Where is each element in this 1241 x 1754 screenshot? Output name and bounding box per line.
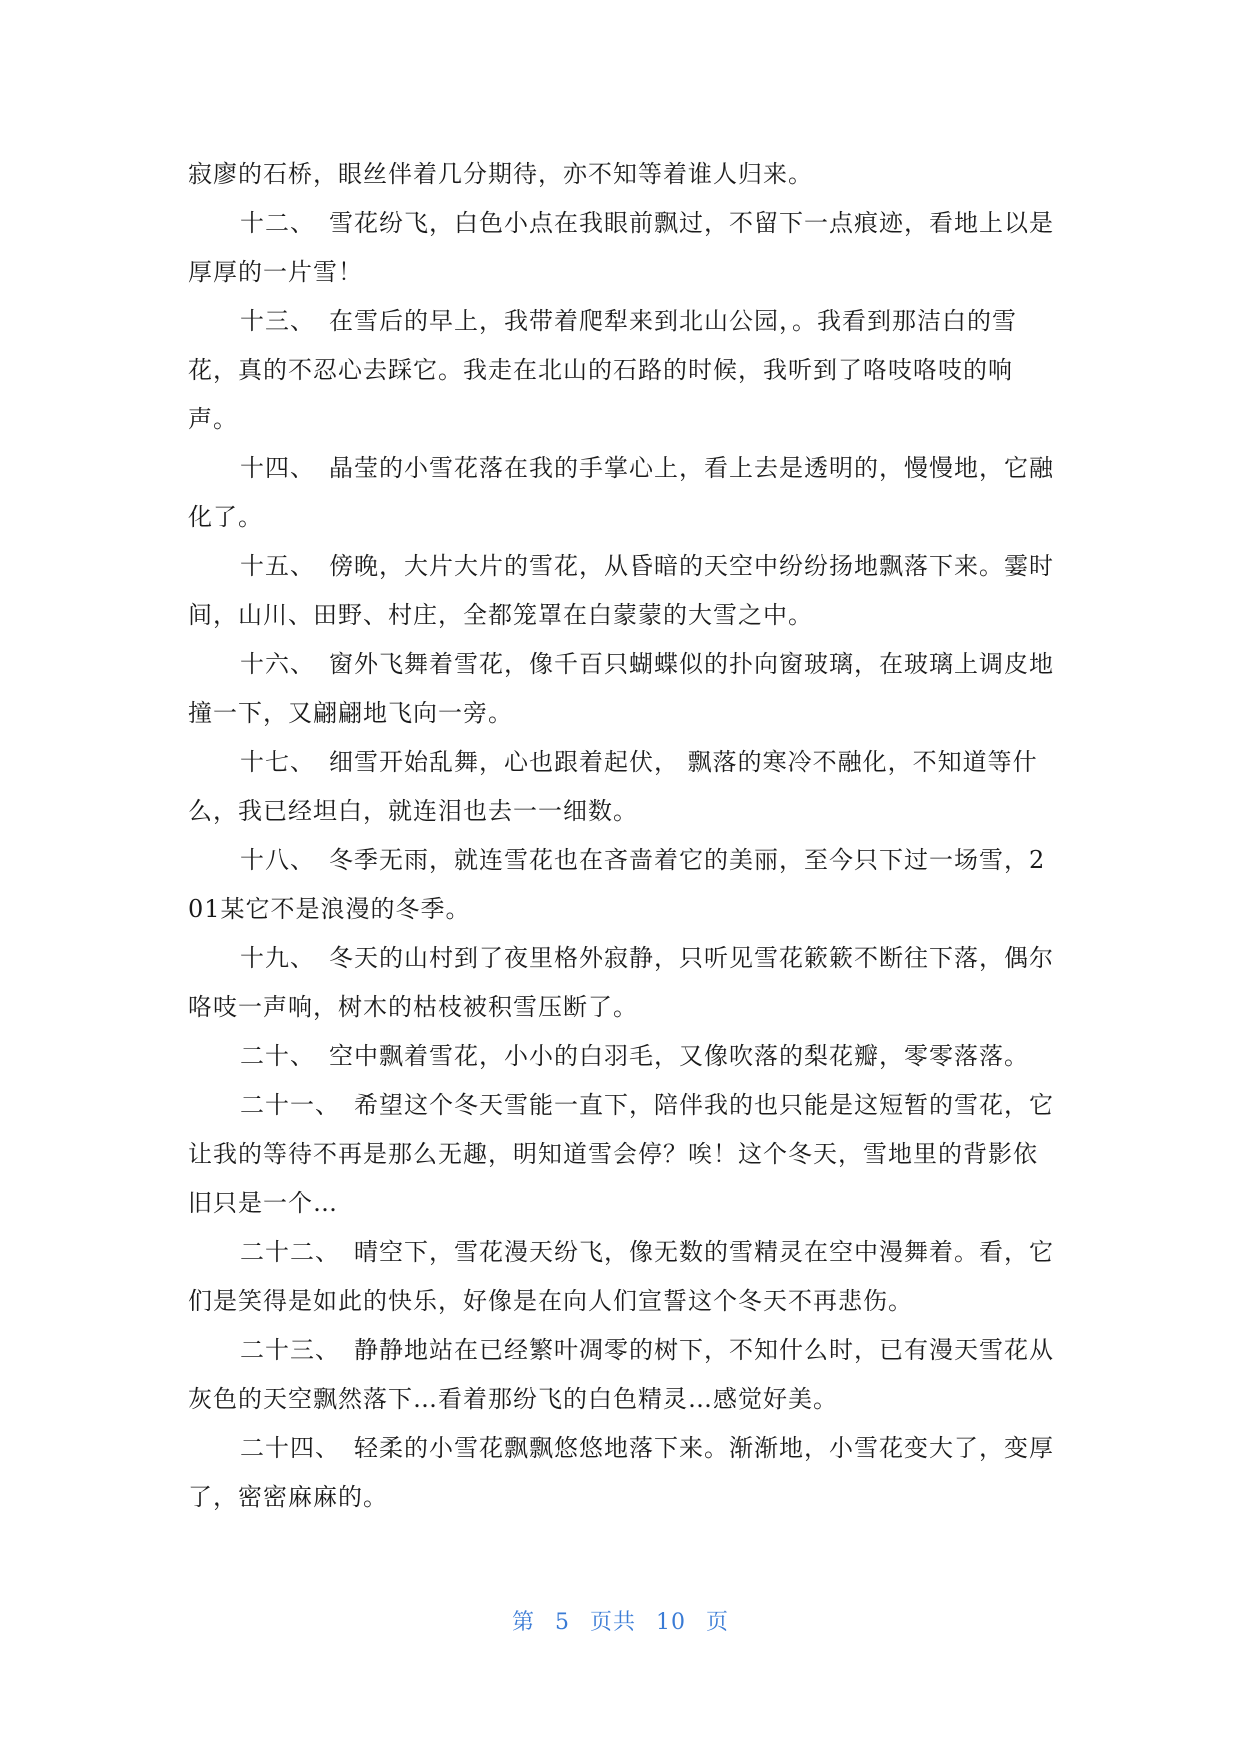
item-number: 二十、 (240, 1042, 315, 1070)
body-paragraph (188, 738, 1054, 836)
body-paragraph (188, 297, 1054, 444)
document-body (188, 150, 1054, 1522)
item-number: 十二、 (240, 209, 315, 237)
paragraph-text: 寂廖的石桥，眼丝伴着几分期待，亦不知等着谁人归来。 (188, 160, 813, 188)
item-number: 十六、 (240, 650, 315, 678)
body-paragraph (188, 640, 1054, 738)
item-number: 十八、 (240, 846, 315, 874)
item-number: 十五、 (240, 552, 315, 580)
paragraph-text: 希望这个冬天雪能一直下，陪伴我的也只能是这短暂的雪花，它让我的等待不再是那么无趣，明知道雪会停？唉！这个冬天，雪地里的背影依旧只是一个… (188, 1091, 1054, 1217)
item-number: 二十四、 (240, 1434, 340, 1462)
paragraph-text: 傍晚，大片大片的雪花，从昏暗的天空中纷纷扬地飘落下来。霎时间，山川、田野、村庄，全都笼罩在白蒙蒙的大雪之中。 (188, 552, 1054, 629)
paragraph-text: 空中飘着雪花，小小的白羽毛，又像吹落的梨花瓣，零零落落。 (329, 1042, 1029, 1070)
item-number: 十七、 (240, 748, 315, 776)
item-number: 二十一、 (240, 1091, 340, 1119)
paragraph-text: 轻柔的小雪花飘飘悠悠地落下来。渐渐地，小雪花变大了，变厚了，密密麻麻的。 (188, 1434, 1054, 1511)
body-paragraph (188, 1424, 1054, 1522)
footer-suffix: 页 (706, 1610, 730, 1635)
body-paragraph (188, 836, 1054, 934)
item-number: 十四、 (240, 454, 315, 482)
footer-prefix: 第 (511, 1610, 535, 1635)
body-paragraph (188, 1326, 1054, 1424)
paragraph-text: 在雪后的早上，我带着爬犁来到北山公园，。我看到那洁白的雪花，真的不忍心去踩它。我走在北山的石路的时候，我听到了咯吱咯吱的响声。 (188, 307, 1017, 433)
body-paragraph (188, 444, 1054, 542)
paragraph-text: 冬季无雨，就连雪花也在吝啬着它的美丽，至今只下过一场雪，201某它不是浪漫的冬季。 (188, 846, 1046, 923)
paragraph-text: 静静地站在已经繁叶凋零的树下，不知什么时，已有漫天雪花从灰色的天空飘然落下…看着那纷飞的白色精灵…感觉好美。 (188, 1336, 1054, 1413)
paragraph-text: 细雪开始乱舞，心也跟着起伏， 飘落的寒冷不融化，不知道等什么，我已经坦白，就连泪也去一一细数。 (188, 748, 1038, 825)
item-number: 二十三、 (240, 1336, 340, 1364)
item-number: 十九、 (240, 944, 315, 972)
page-footer (0, 1605, 1241, 1636)
body-paragraph (188, 1228, 1054, 1326)
item-number: 二十二、 (240, 1238, 340, 1266)
paragraph-text: 晶莹的小雪花落在我的手掌心上，看上去是透明的，慢慢地，它融化了。 (188, 454, 1054, 531)
body-paragraph (188, 542, 1054, 640)
paragraph-text: 雪花纷飞，白色小点在我眼前飘过，不留下一点痕迹，看地上以是厚厚的一片雪！ (188, 209, 1054, 286)
body-paragraph (188, 150, 1054, 199)
body-paragraph (188, 1032, 1054, 1081)
footer-middle: 页共 (589, 1610, 636, 1635)
current-page-number: 5 (554, 1610, 570, 1635)
item-number: 十三、 (240, 307, 315, 335)
body-paragraph (188, 934, 1054, 1032)
body-paragraph (188, 1081, 1054, 1228)
paragraph-text: 窗外飞舞着雪花，像千百只蝴蝶似的扑向窗玻璃，在玻璃上调皮地撞一下，又翩翩地飞向一旁。 (188, 650, 1054, 727)
paragraph-text: 冬天的山村到了夜里格外寂静，只听见雪花簌簌不断往下落，偶尔咯吱一声响，树木的枯枝被积雪压断了。 (188, 944, 1054, 1021)
body-paragraph (188, 199, 1054, 297)
total-page-count: 10 (656, 1610, 686, 1635)
paragraph-text: 晴空下，雪花漫天纷飞，像无数的雪精灵在空中漫舞着。看，它们是笑得是如此的快乐，好像是在向人们宣誓这个冬天不再悲伤。 (188, 1238, 1054, 1315)
